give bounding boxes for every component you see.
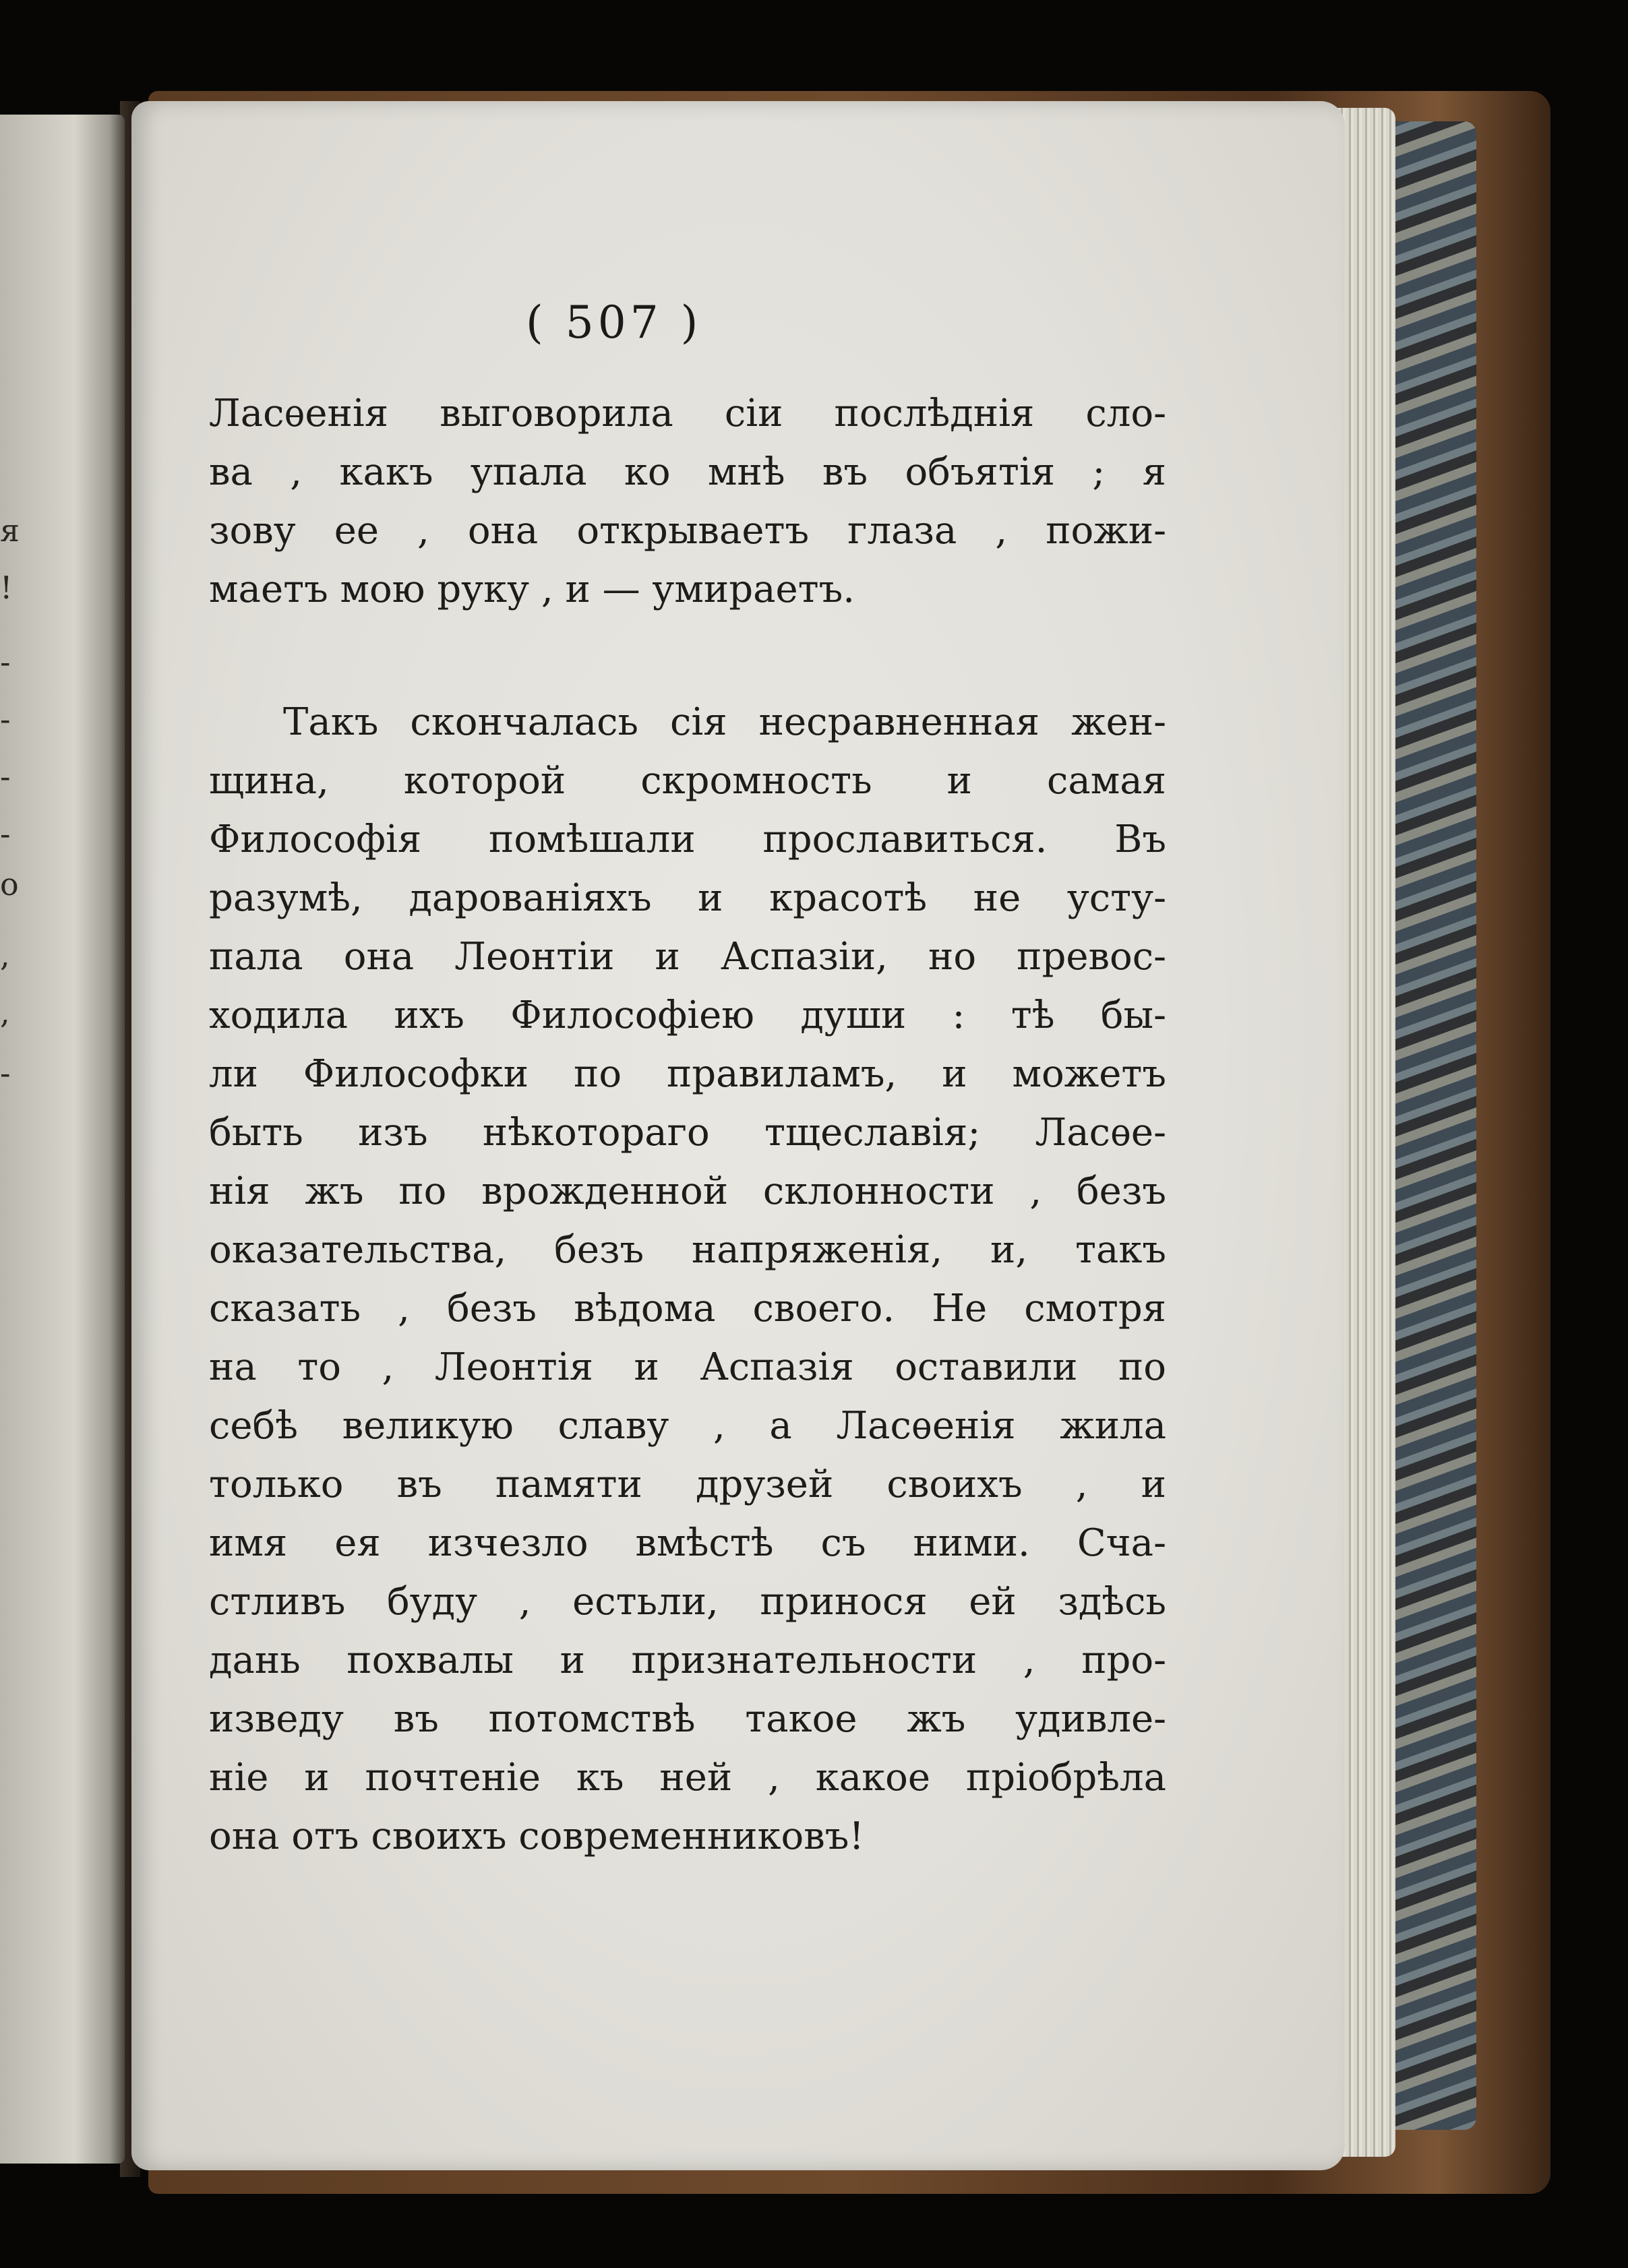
text-line: на то , Леонтія и Аспазія оставили по [209,1345,1166,1389]
text-line: нія жъ по врожденной склонности , безъ [209,1169,1166,1213]
text-line: Ласѳенія выговорила сіи послѣднія сло- [209,392,1166,435]
text-line: маетъ мою руку , и — умираетъ. [209,568,855,611]
text-line: Философія помѣшали прославиться. Въ [209,818,1166,861]
left-page-mark: о [0,866,19,902]
text-line: ва , какъ упала ко мнѣ въ объятія ; я [209,450,1166,494]
text-line: стливъ буду , естьли, принося ей здѣсь [209,1580,1166,1624]
text-line: быть изъ нѣкотораго тщеславія; Ласѳе- [209,1111,1166,1155]
left-page-mark: я [0,512,20,549]
text-line: она отъ своихъ современниковъ! [209,1814,864,1858]
left-page-mark: , [0,994,10,1031]
left-page-mark: - [0,758,11,795]
text-line: дань похвалы и признательности , про- [209,1638,1166,1682]
text-line: щина, которой скромность и самая [209,759,1166,803]
left-page-mark: , [0,937,10,973]
left-page-mark: - [0,701,11,737]
text-line: себѣ великую славу , а Ласѳенія жила [209,1404,1166,1448]
text-line: зову ее , она открываетъ глаза , пожи- [209,509,1166,553]
paragraph-gap [209,619,1166,693]
left-page [0,115,125,2164]
text-line: пала она Леонтіи и Аспазіи, но превос- [209,935,1166,979]
page-text [209,384,1166,1866]
text-line: сказать , безъ вѣдома своего. Не смотря [209,1287,1166,1330]
left-page-mark: - [0,644,11,680]
left-page-mark: - [0,816,11,852]
text-line: оказательства, безъ напряженія, и, такъ [209,1228,1166,1272]
left-page-mark: ! [0,570,13,606]
page-number: ( 507 ) [526,297,702,348]
text-line: ніе и почтеніе къ ней , какое пріобрѣла [209,1756,1166,1800]
text-line: ли Философки по правиламъ, и можетъ [209,1052,1166,1096]
text-line: Такъ скончалась сія несравненная жен- [283,700,1166,744]
text-line: разумѣ, дарованіяхъ и красотѣ не усту- [209,876,1166,920]
text-line: изведу въ потомствѣ такое жъ удивле- [209,1697,1166,1741]
text-line: имя ея изчезло вмѣстѣ съ ними. Сча- [209,1521,1166,1565]
text-line: ходила ихъ Философіею души : тѣ бы- [209,993,1166,1037]
text-line: только въ памяти друзей своихъ , и [209,1463,1166,1506]
left-page-mark: - [0,1055,11,1091]
